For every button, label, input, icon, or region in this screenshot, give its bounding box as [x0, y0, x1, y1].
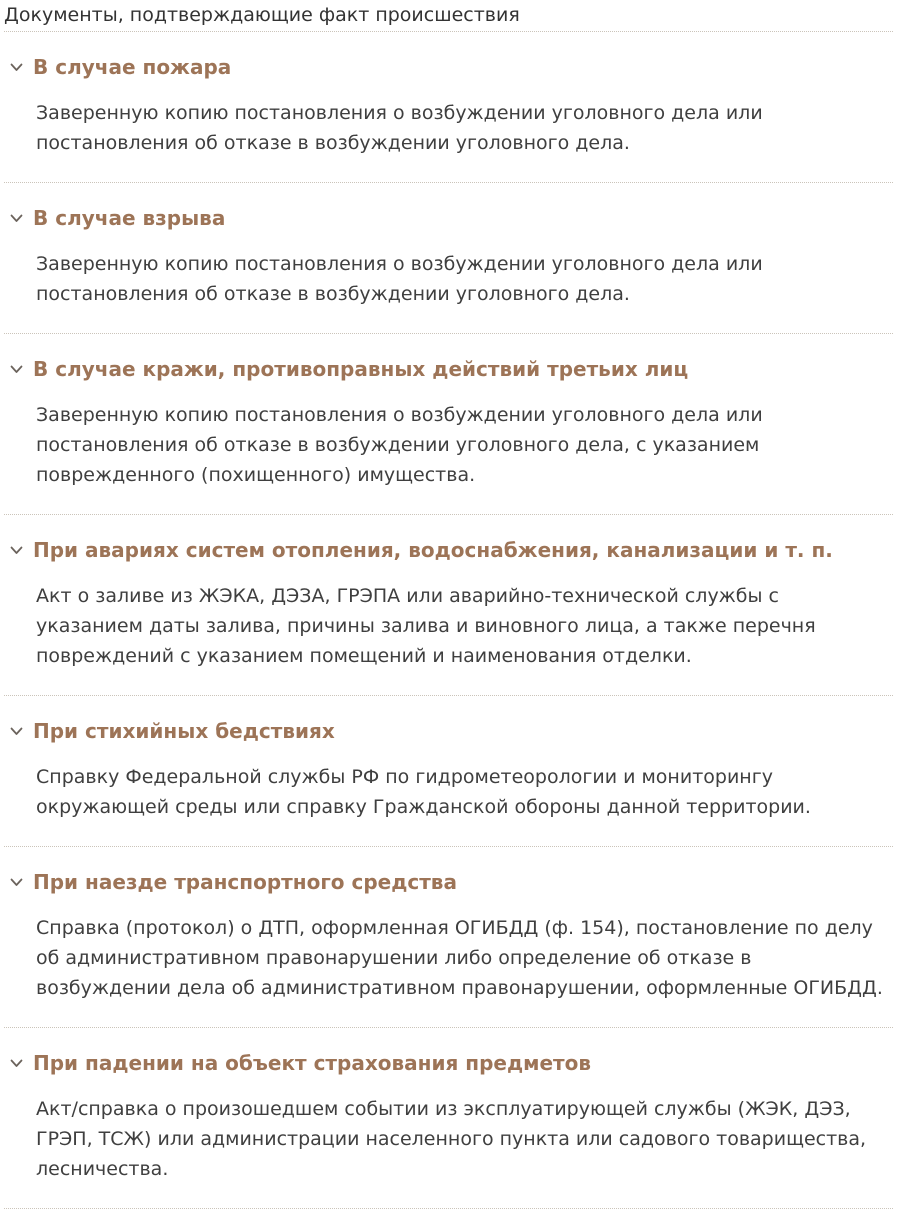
accordion-section-body: Акт о заливе из ЖЭКА, ДЭЗА, ГРЭПА или аварийно-технической службы с указанием даты залива, причины залива и виновного лица, а также перечня повреждений с указанием помещений и наименования отделки. [36, 585, 816, 667]
accordion-section-header[interactable] [4, 205, 893, 231]
accordion-section-header[interactable] [4, 869, 893, 895]
chevron-down-icon [10, 878, 23, 887]
accordion-list [4, 32, 893, 1209]
chevron-down-icon [10, 546, 23, 555]
accordion-section-title: В случае взрыва [33, 206, 226, 230]
accordion-section-header[interactable] [4, 54, 893, 80]
accordion-section-title: В случае кражи, противоправных действий третьих лиц [33, 357, 689, 381]
accordion-section [4, 515, 893, 696]
accordion-section-title: При авариях систем отопления, водоснабжения, канализации и т. п. [33, 538, 833, 562]
accordion-section [4, 1028, 893, 1209]
accordion-section-body: Заверенную копию постановления о возбуждении уголовного дела или постановления об отказе в возбуждении уголовного дела. [36, 253, 763, 305]
accordion-section [4, 32, 893, 183]
accordion-section [4, 183, 893, 334]
accordion-section-body: Заверенную копию постановления о возбуждении уголовного дела или постановления об отказе в возбуждении уголовного дела. [36, 102, 763, 154]
accordion-section-body: Акт/справка о произошедшем событии из эксплуатирующей службы (ЖЭК, ДЭЗ, ГРЭП, ТСЖ) или администрации населенного пункта или садового товарищества, лесничества. [36, 1098, 867, 1180]
accordion-section-body: Справку Федеральной службы РФ по гидрометеорологии и мониторингу окружающей среды или справку Гражданской обороны данной территории. [36, 766, 811, 818]
accordion-section-header[interactable] [4, 537, 893, 563]
accordion-section-title: В случае пожара [33, 55, 232, 79]
chevron-down-icon [10, 214, 23, 223]
accordion-section-header[interactable] [4, 718, 893, 744]
accordion-section-title: При стихийных бедствиях [33, 719, 335, 743]
page-title: Документы, подтверждающие факт происшествия [4, 0, 893, 32]
accordion-section [4, 847, 893, 1028]
accordion-section-header[interactable] [4, 356, 893, 382]
accordion-section-title: При падении на объект страхования предметов [33, 1051, 592, 1075]
chevron-down-icon [10, 727, 23, 736]
accordion-section [4, 696, 893, 847]
accordion-section-title: При наезде транспортного средства [33, 870, 457, 894]
accordion-section [4, 334, 893, 515]
accordion-section-body: Справка (протокол) о ДТП, оформленная ОГИБДД (ф. 154), постановление по делу об административном правонарушении либо определение об отказе в возбуждении дела об административном правонарушении, оформленные ОГИБДД. [36, 917, 883, 999]
chevron-down-icon [10, 365, 23, 374]
accordion-section-header[interactable] [4, 1050, 893, 1076]
accordion-section-body: Заверенную копию постановления о возбуждении уголовного дела или постановления об отказе в возбуждении уголовного дела, с указанием поврежденного (похищенного) имущества. [36, 404, 763, 486]
chevron-down-icon [10, 1059, 23, 1068]
chevron-down-icon [10, 63, 23, 72]
